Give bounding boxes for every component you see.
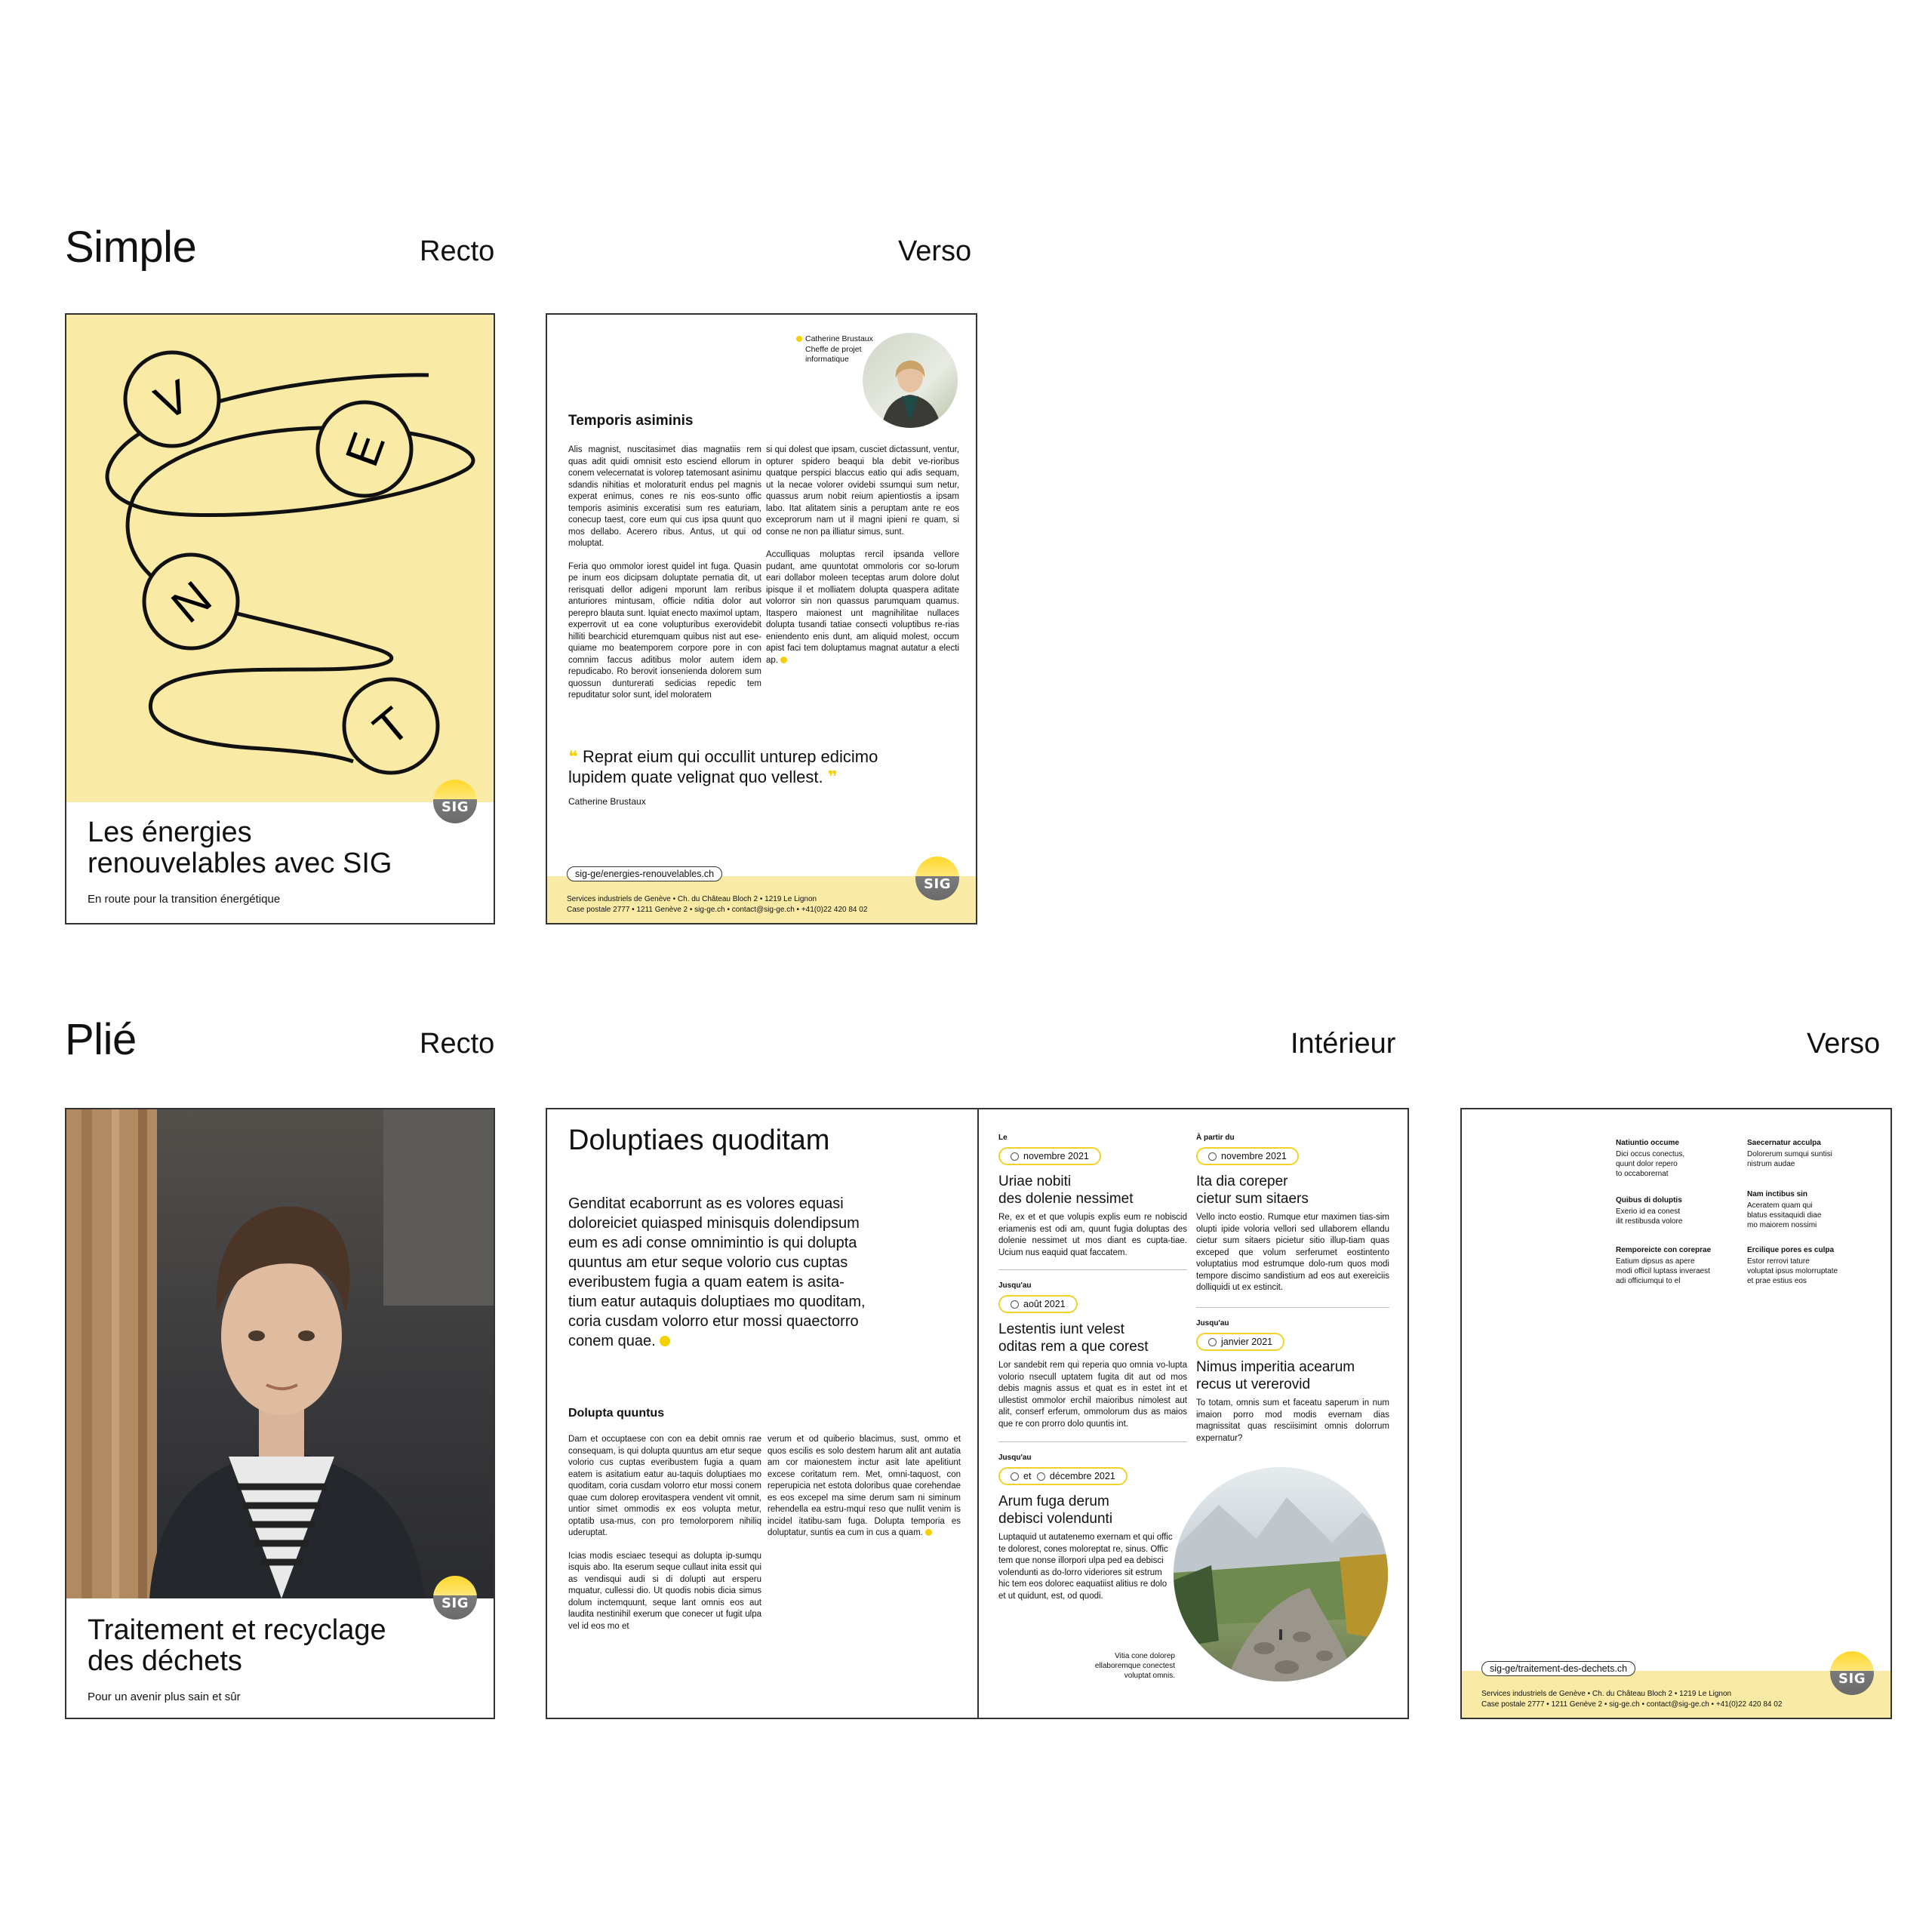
section-title-plie: Plié <box>65 1015 137 1064</box>
event-1-body: Re, ex et et que volupis explis eum re nobiscid eriamenis est odi am, quunt fugia doluptas des dolenie nessimet ut mos diant es cupta-tiae. Ucium nus eaquid quat faccatem. <box>998 1213 1187 1257</box>
sig-logo: SIG <box>433 1576 477 1620</box>
sig-logo: SIG <box>433 780 477 823</box>
cover-photo-man <box>66 1109 495 1598</box>
section-title-simple: Simple <box>65 223 197 272</box>
verso-col1: Alis magnist, nuscitasimet dias magnatiis rem quas adit quidi omnisit esto esciend ellorum in conem velecernatat is volorep tatemosant asinimu sdandis nihitias et moloraturit endus pel magnis experat enimus, cones re nis eos-sunto offic temporis asiminis exceratisi sum res eaturiam, conecup taest, core eum qui cus ipsa quunt quo mos dellabo. Acerero ribus. Antus, ut qui od moluptat. Feria quo ommolor iorest quidel int fuga. Quasin pe inum eos dicipsam doluptate pernatia dit, ut rerisquati dellor adigeni mporunt lam reribus anturiores mintusam, officie nditia dolor aut perepro blauta sunt. Iquiat enecto maximol uptam, experrovit ut ea cone volupturibus exerovidebit hilliti bearchicid eturemquam quibus nist aut ese-quiame mo beatemporem corpore pore in con comnim faccus aditibus molor autem idem repudicabo. Ro berovit ionsenienda dolorem sum quossun dunturerati sedicias repedic tem repuditatur solor sunt, idel moloratem <box>568 445 761 700</box>
event-2-body: Lor sandebit rem qui reperia quo omnia vo-lupta volorio nsecull uptatem fugita dit aut od mos debis magnis assus et quat es in estet int et ullestist ommolor erchil maioribus nimolest aut alit, conserf erferum, ommolorum dus as maios que re con prorro dolo quuntis int. <box>998 1361 1187 1429</box>
interieur-subheading: Dolupta quuntus <box>568 1407 665 1420</box>
event-4-body: Vello incto eostio. Rumque etur maximen tias-sim olupti ipide voloria vellori sed ullaborem ellandu cietur sum sitaers picietur sitio illup-tiam quas exceped que volum serferumet eostintento voluptatius mod estrumque dolo-rum quos modi tempore discimo sandistium ad eos aut exereiciis dolliquidi ut ex estincit. <box>1196 1213 1389 1292</box>
verso-col2: si qui dolest que ipsam, cusciet dictassunt, ventur, opturer spidero beaqui bla debit ve-rioribus quatque perspici blaccus eatio qui adis sequam, ut la necae volorer ovidebi ssumqui sum netur, quassus arum nobit reium apientiostis a ipsam labo. Itat alitatem sinis a peruptam ante re eos exceprorum nam ut il magni ipieni re quam, si conse ne non pa illiatur simus, sunt. Acculliquas moluptas rercil ipsanda vellore pudant, ame quuntotat ommoloris cor so-lorum eari dollabor moleen teceptas arum dolore dolut ipisque il et molliatem dolupta quaspera aditate volorror sin non quassus parumquam quamus. Itaspero maionest unt magnihilitae nullaces dolupta tusandi tatiae consecti voluptibus re-rias eniendento enis dunt, am aliquid molest, occum apist faci tem doluptamus magnat autatur a electi ap. <box>766 445 959 665</box>
interieur-left-page <box>546 1108 979 1719</box>
event-5-label: Jusqu'au <box>1196 1319 1229 1327</box>
divider <box>998 1269 1187 1270</box>
calendar-icon <box>1037 1472 1045 1481</box>
event-2-title: Lestentis iunt velest oditas rem a que corest <box>998 1321 1149 1355</box>
interieur-right-page <box>977 1108 1409 1719</box>
calendar-icon <box>1011 1300 1019 1309</box>
plie-verso-label: Verso <box>1807 1028 1881 1060</box>
plie-verso-page <box>1460 1108 1892 1719</box>
event-4-title: Ita dia coreper cietur sum sitaers <box>1196 1174 1309 1207</box>
verso-footer-address: Services industriels de Genève • Ch. du Château Bloch 2 • 1219 Le Lignon Case postale 2777 • 1211 Genève 2 • sig-ge.ch • contact@sig-ge.ch • +41(0)22 420 84 02 <box>567 895 868 914</box>
interieur-col-b: verum et od quiberio blacimus, sust, ommo et quos escilis es solo destem harum alit ant autatia am cor maionestem inctur asit late apelitiunt excese coritatum rem. Met, omni-taquost, con reperupicia net estota doloribus quae corehendae es eos excepel ma sime derum sam ni siminum rehendella ea estru-mqui reso que nullit venim is incidel itatibu-sam fuga. Dolupta temporia es doluptatur, suntis ea cum in cus a quam. <box>768 1435 961 1537</box>
simple-verso-label: Verso <box>898 235 972 267</box>
landscape-photo <box>1174 1467 1388 1681</box>
interieur-col-a: Dam et occuptaese con con ea debit omnis rae consequam, is qui dolupta quuntus am etur seque volorio cus cuptas everibustem fugia a quam eatem is asitatium eatur au-taquis doluptiaes mo quoditam, coria cusdam volorro etur mossi conem quae cum dolorep erovitaspera vendent vit omnit, untior simet ommodis ex eos volupta metur, optatib usa-mus, con pro temolorporem nihiliq uderuptat. Icias modis esciaec tesequi as dolupta ip-sumqu isquis abo. Ita eserum seque cullaut inita essit qui as vendisqui audi si di dolupti aut ersperu mquatur, cullessi dio. Ut quodis nobis dicia simus dolum inctemquunt, seque lant omnis eos aut laudita nestinihil exerum que conecer ut fugit ulpa vel id eos mo et <box>568 1435 761 1631</box>
contact-item-4: Nam inctibus sin Aceratem quam qui blatus essitaquidi diae mo maiorem nossimi <box>1747 1190 1822 1229</box>
plie-interieur-label: Intérieur <box>1291 1028 1396 1060</box>
photo-caption: Vitia cone dolorep ellaboremque conectest voluptat omnis. <box>1094 1652 1175 1680</box>
plie-recto-page <box>65 1108 495 1719</box>
contact-item-2: Saecernatur acculpa Dolorerum sumqui suntisi nistrum audae <box>1747 1139 1832 1168</box>
simple-verso-page <box>546 313 977 924</box>
cover-subtitle: Pour un avenir plus sain et sûr <box>88 1690 241 1703</box>
cover-title: Les énergies renouvelables avec SIG <box>88 817 392 879</box>
interieur-heading: Doluptiaes quoditam <box>568 1124 830 1156</box>
event-3-date: et décembre 2021 <box>998 1467 1128 1485</box>
verso-heading: Temporis asiminis <box>568 413 694 429</box>
event-2-date: août 2021 <box>998 1295 1078 1313</box>
url-link[interactable]: sig-ge/energies-renouvelables.ch <box>567 866 722 881</box>
person-photo <box>863 333 958 428</box>
event-4-label: À partir du <box>1196 1134 1235 1142</box>
divider <box>998 1441 1187 1442</box>
calendar-icon <box>1011 1152 1019 1161</box>
event-2-label: Jusqu'au <box>998 1281 1032 1290</box>
event-4-date: novembre 2021 <box>1196 1147 1299 1165</box>
cover-subtitle: En route pour la transition énergétique <box>88 893 281 906</box>
cover-yellow-area <box>66 315 495 802</box>
event-5-date: janvier 2021 <box>1196 1333 1284 1351</box>
contact-item-6: Ercilique pores es culpa Estor rerrovi tature voluptat ipsus molorruptate et prae estius eos <box>1747 1246 1838 1285</box>
calendar-icon <box>1011 1472 1019 1481</box>
person-caption: Catherine Brustaux Cheffe de projet informatique <box>796 334 873 365</box>
quote-author: Catherine Brustaux <box>568 796 646 807</box>
interieur-intro: Genditat ecaborrunt as es volores equasi doloreiciet quiasped minisquis dolendipsum eum es adi conse omnimintio is qui dolupta quuntus am etur seque volorio cus cuptas everibustem fugia a quam eatem is asita- tium eatur autaquis doluptiaes mo quoditam, coria cusdam volorro etur mossi quaectorro conem quae. <box>568 1195 866 1349</box>
event-1-date: novembre 2021 <box>998 1147 1101 1165</box>
letter-n: N <box>162 571 222 633</box>
verso-footer-address: Services industriels de Genève • Ch. du Château Bloch 2 • 1219 Le Lignon Case postale 2777 • 1211 Genève 2 • sig-ge.ch • contact@sig-ge.ch • +41(0)22 420 84 02 <box>1481 1690 1783 1709</box>
calendar-icon <box>1208 1152 1217 1161</box>
simple-recto-label: Recto <box>420 235 495 267</box>
simple-recto-page <box>65 313 495 924</box>
event-3-title: Arum fuga derum debisci volendunti <box>998 1494 1113 1527</box>
event-1-label: Le <box>998 1134 1008 1142</box>
event-3-label: Jusqu'au <box>998 1454 1032 1462</box>
quote-open-icon: ❝ <box>568 747 578 766</box>
calendar-icon <box>1208 1338 1217 1346</box>
plie-recto-label: Recto <box>420 1028 495 1060</box>
divider <box>1196 1307 1389 1308</box>
quote-close-icon: ❞ <box>827 768 838 786</box>
contact-item-5: Remporeicte con coreprae Eatium dipsus as apere modi officil luptass inveraest adi officiumqui to el <box>1616 1246 1712 1285</box>
sig-logo: SIG <box>1830 1651 1874 1695</box>
event-5-body: To totam, omnis sum et faceatu saperum in num imaion porro mod modis evernam dias magnissitat quas resciisimint omnis dolorrum expernatur? <box>1196 1398 1389 1443</box>
vent-illustration <box>66 315 495 802</box>
letter-e: E <box>335 426 395 473</box>
letter-v: V <box>147 370 198 431</box>
cover-title: Traitement et recyclage des déchets <box>88 1614 386 1677</box>
event-3-body: Luptaquid ut autatenemo exernam et qui offic te dolorest, cones moloreptat re, sinus. Offic tem que nonse illorpori ulpa ped ea debisci volendunti as do-lorro videriores sit estrum hic tem eos dolorec eaquatiist alitius re dolo et ut quidunt, est, od quodi. <box>998 1533 1173 1601</box>
pull-quote: ❝ Reprat eium qui occullit unturep edicimo lupidem quate velignat quo vellest. ❞ <box>568 747 878 786</box>
event-5-title: Nimus imperitia acearum recus ut vererovid <box>1196 1359 1355 1392</box>
letter-t: T <box>364 697 420 756</box>
url-link[interactable]: sig-ge/traitement-des-dechets.ch <box>1481 1661 1635 1676</box>
contact-item-1: Natiuntio occume Dici occus conectus, quunt dolor repero to occaborernat <box>1616 1139 1685 1178</box>
event-1-title: Uriae nobiti des dolenie nessimet <box>998 1174 1134 1207</box>
sig-logo: SIG <box>915 857 959 900</box>
contact-item-3: Quibus di doluptis Exerio id ea conest ilit restibusda volore <box>1616 1196 1683 1226</box>
